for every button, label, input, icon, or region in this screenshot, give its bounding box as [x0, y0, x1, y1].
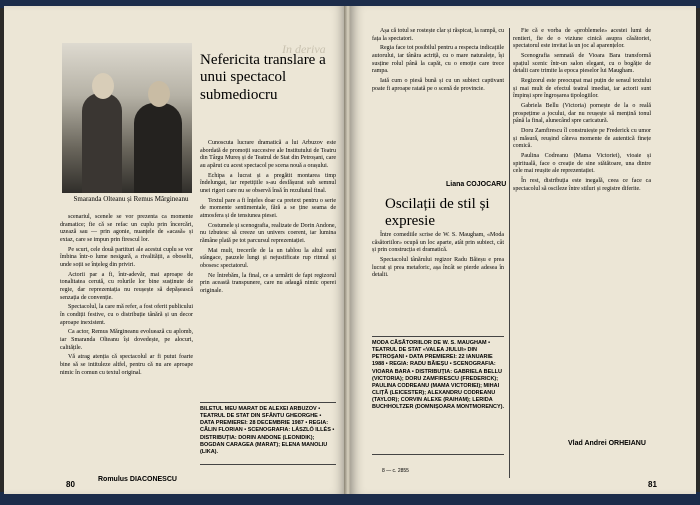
- article-column-right-a-top: Așa că totul se rostește clar și răspicat, la rampă, cu fața la spectatori. Regia face tot posibilul pentru a respecta indicațiile autorului, iar tânăra actriță, cu o mare naturalețe, își susține rolul până la capăt, cu o emoție care trece rampa. Iată cum o piesă bună și cu un subiect captivant poate fi aproape ratată pe o scenă de provincie.: [372, 28, 504, 92]
- article-column-left-a: scenariul, scenele se vor prezenta ca momente dramatice; fie că se refac un cuplu prin încercări, uzează sau — prin agonie, nuanțele de «acasă» și extaz, care se impun prin firescul lor. Pe scurt, cele două partituri ale acestui cuplu se vor îmbina într-o lume nesigură, a rivalității, a oboselii, unde soții se înțeleg din priviri. Actorii par a fi, într-adevăr, mai aproape de tonalitatea cerută, cu rolurile lor bine susținute de regie, dar reprezentația nu reușește să depășească senzația de convenție. Spectacolul, la care mă refer, a fost oferit publicului în condiții festive, cu o distribuție tânără și un decor aproape inexistent. Ca actor, Remus Mărgineanu evoluează cu aplomb, iar Smaranda Olteanu își dovedește, pe alocuri, calitățile. Vă atrag atenția că spectacolul ar fi putut foarte bine să se intituleze altfel, pentru că nu are aproape nimic în comun cu textul original.: [60, 214, 193, 376]
- production-credits-right: MODA CĂSĂTORIILOR DE W. S. MAUGHAM • TEATRUL DE STAT «VALEA JIULUI» DIN PETROȘANI • DATA PREMIEREI: 22 IANUARIE 1988 • REGIA: RADU BĂIEȘU • SCENOGRAFIA: VIOARA BARA • DISTRIBUȚIA: GABRIELA BELLU (VICTORIA); DORU ZAMFIRESCU (FREDERICK); PAULINA CODREANU (MAMA VICTORIEI); MIHAI CLIȚĂ (LEICESTER); ALEXANDRU CODREANU (TAYLOR); CORVIN ALEXE (RAIHAM); LERIDA BUCHHOLTZER (DOMNIȘOARA MONTMORENCY).: [372, 340, 504, 411]
- author-signature-right: Vlad Andrei ORHEIANU: [568, 440, 646, 447]
- printer-folio: 8 — c. 2855: [382, 468, 409, 474]
- production-credits-left: BILETUL MEU MARAT DE ALEXEI ARBUZOV • TEATRUL DE STAT DIN SFÂNTU GHEORGHE • DATA PREMIEREI: 28 DECEMBRIE 1987 • REGIA: CĂLIN FLORIAN • SCENOGRAFIA: LÁSZLÓ ILLÉS • DISTRIBUȚIA: DORIN ANDONE (LEONIDIK); BOGDAN CARAGEA (MARAT); ELENA MANOLIU (LIKA).: [200, 406, 335, 455]
- page-number-left: 80: [66, 480, 75, 489]
- article-column-right-a-bottom: Între comediile scrise de W. S. Maugham, «Moda căsătoriilor» ocupă un loc aparte, atât prin subiect, cât și prin construcția ei dramatică. Spectacolul tânărului regizor Radu Băieșu e prea lucrat și prea metaforic, așa încât se pierde adesea în detalii.: [372, 232, 504, 279]
- page-number-right: 81: [648, 480, 657, 489]
- article-column-left-b: Cunoscuta lucrare dramatică a lui Arbuzov este abordată de promoții succesive ale Institutului de Teatru din Târgu Mureș și de Teatrul de Stat din Petroșani, care au apărut cu acest spectacol pe scena nouă a orașului. Echipa a lucrat și a pregătit montarea timp îndelungat, iar repetițiile s-au desfășurat sub semnul unei rigori care nu se observă însă în rezultatul final. Textul pare a fi înțeles doar ca pretext pentru o serie de momente sentimentale, fără a se ține seama de atmosfera și de tensiunea piesei. Costumele și scenografia, realizate de Dorin Andone, nu izbutesc să creeze un univers coerent, iar lumina rămâne plată pe tot parcursul reprezentației. Mai mult, trecerile de la un tablou la altul sunt stângace, pauzele lungi și nejustificate rup ritmul și obosesc spectatorul. Ne întrebăm, la final, ce a urmărit de fapt regizorul prin această transpunere, care nu adaugă nimic operei originale.: [200, 140, 336, 295]
- actors-photo: [62, 43, 192, 193]
- article-column-right-b: Fie că e vorba de «problemele» acestei lumi de rentieri, fie de o viziune cinică asupra căsătoriei, spectatorul este invitat la un joc al aparențelor. Scenografia semnată de Vioara Bara transformă spațiul scenic într-un salon elegant, cu o bogăție de detalii care trimite la epoca pieselor lui Maugham. Regizorul este preocupat mai puțin de sensul textului și mai mult de efectul teatral imediat, iar actorii sunt împinși spre îngroșarea tipologiilor. Gabriela Bellu (Victoria) pornește de la o reală prospețime a jocului, dar nu reușește să mențină tonul până la final, alunecând spre caricatură. Doru Zamfirescu îl construiește pe Frederick cu umor și măsură, reușind câteva momente de autentică finețe comică. Paulina Codreanu (Mama Victoriei), vioaie și spirituală, face o creație de sine stătătoare, una dintre cele mai reușite ale reprezentației. În rest, distribuția este inegală, ceea ce face ca spectacolul să oscileze între stiluri și registre diferite.: [513, 28, 651, 192]
- bleed-through-title: In deriva: [282, 42, 326, 56]
- author-signature-top: Liana COJOCARU: [446, 181, 507, 188]
- article-title-left: Nefericita translare a unui spectacol submediocru: [200, 52, 326, 103]
- article-title-right: Oscilații de stil și expresie: [385, 196, 490, 230]
- photo-caption: Smaranda Olteanu și Remus Mărgineanu: [73, 195, 189, 203]
- author-signature-left: Romulus DIACONESCU: [98, 476, 177, 483]
